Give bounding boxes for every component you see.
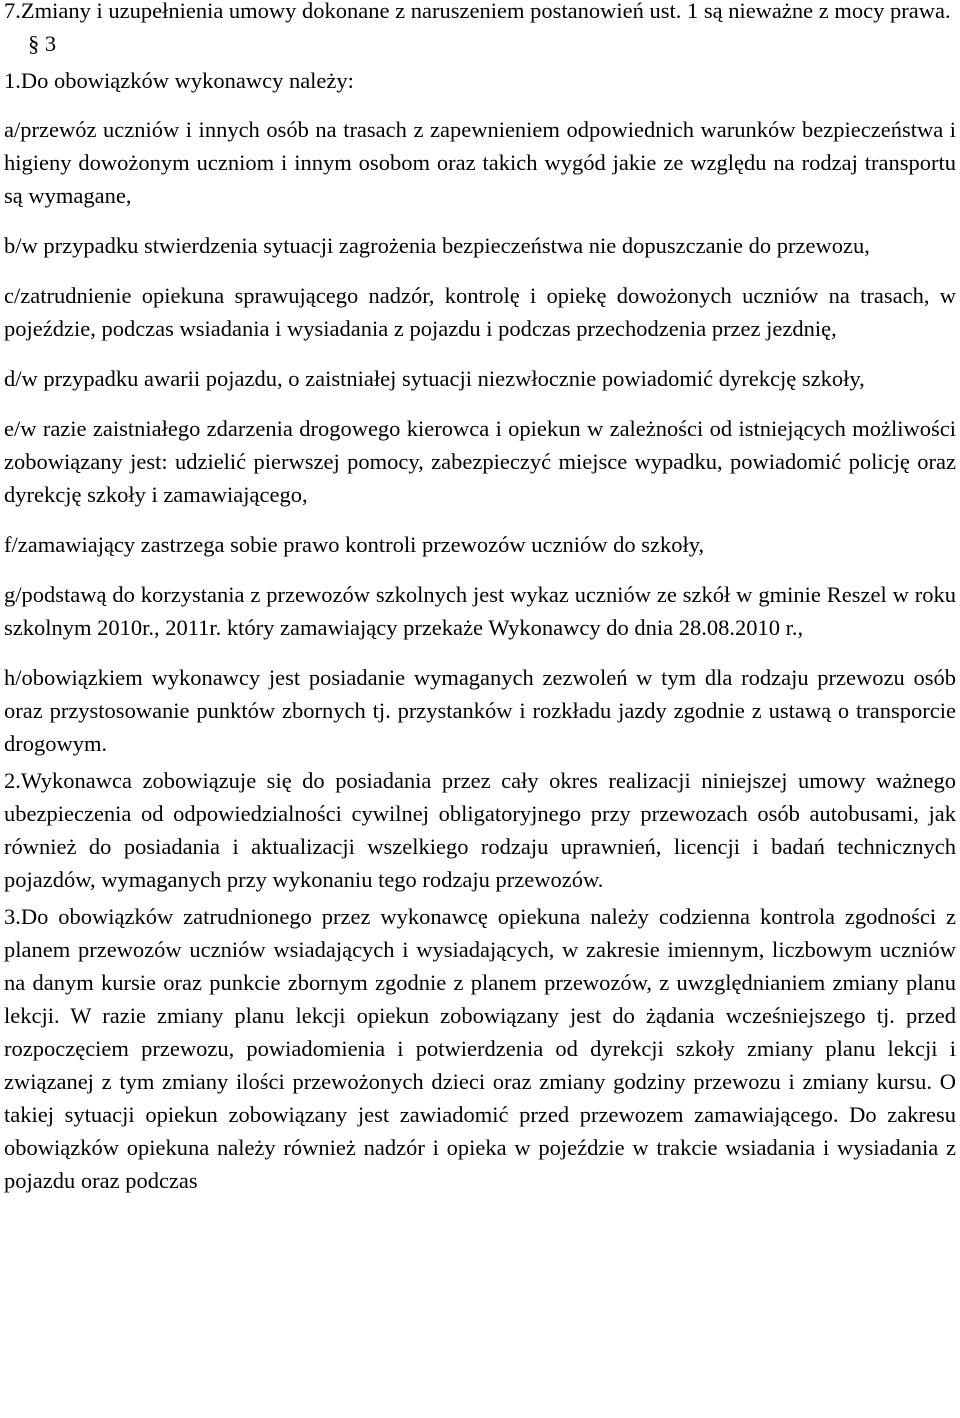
list-item-b: b/w przypadku stwierdzenia sytuacji zagrożenia bezpieczeństwa nie dopuszczanie do przewozu, [4, 233, 870, 258]
list-item-e: e/w razie zaistniałego zdarzenia drogowego kierowca i opiekun w zależności od istniejących możliwości zobowiązany jest: udzielić pierwszej pomocy, zabezpieczyć miejsce wypadku, powiadomić policję oraz dyrekcję szkoły i zamawiającego, [4, 416, 956, 507]
section-heading: § 3 [28, 31, 57, 56]
list-item-d: d/w przypadku awarii pojazdu, o zaistniałej sytuacji niezwłocznie powiadomić dyrekcję szkoły, [4, 366, 865, 391]
list-item-g: g/podstawą do korzystania z przewozów szkolnych jest wykaz uczniów ze szkół w gminie Reszel w roku szkolnym 2010r., 2011r. który zamawiający przekaże Wykonawcy do dnia 28.08.2010 r., [4, 582, 956, 640]
list-item-a: a/przewóz uczniów i innych osób na trasach z zapewnieniem odpowiednich warunków bezpieczeństwa i higieny dowożonym uczniom i innym osobom oraz takich wygód jakie ze względu na rodzaj transportu są wymagane, [4, 117, 956, 208]
paragraph-3: 3.Do obowiązków zatrudnionego przez wykonawcę opiekuna należy codzienna kontrola zgodności z planem przewozów uczniów wsiadających i wysiadających, w zakresie imiennym, liczbowym uczniów na danym kursie oraz punkcie zbornym zgodnie z planem przewozów, z uwzględnianiem zmiany planu lekcji. W razie zmiany planu lekcji opiekun zobowiązany jest do żądania wcześniejszego tj. przed rozpoczęciem przewozu, powiadomienia i potwierdzenia od dyrekcji szkoły zmiany planu lekcji i związanej z tym zmiany ilości przewożonych dzieci oraz zmiany godziny przewozu i zmiany kursu. O takiej sytuacji opiekun zobowiązany jest zawiadomić przed przewozem zamawiającego. Do zakresu obowiązków opiekuna należy również nadzór i opieka w pojeździe w trakcie wsiadania i wysiadania z pojazdu oraz podczas [4, 904, 956, 1193]
paragraph-2: 2.Wykonawca zobowiązuje się do posiadania przez cały okres realizacji niniejszej umowy ważnego ubezpieczenia od odpowiedzialności cywilnej obligatoryjnego przy przewozach osób autobusami, jak również do posiadania i aktualizacji wszelkiego rodzaju uprawnień, licencji i badań technicznych pojazdów, wymaganych przy wykonaniu tego rodzaju przewozów. [4, 768, 956, 892]
paragraph-7: 7.Zmiany i uzupełnienia umowy dokonane z naruszeniem postanowień ust. 1 są nieważne z mocy prawa. [4, 0, 951, 23]
list-item-c: c/zatrudnienie opiekuna sprawującego nadzór, kontrolę i opiekę dowożonych uczniów na trasach, w pojeździe, podczas wsiadania i wysiadania z pojazdu i podczas przechodzenia przez jezdnię, [4, 283, 956, 341]
list-item-f: f/zamawiający zastrzega sobie prawo kontroli przewozów uczniów do szkoły, [4, 532, 705, 557]
list-item-h: h/obowiązkiem wykonawcy jest posiadanie wymaganych zezwoleń w tym dla rodzaju przewozu osób oraz przystosowanie punktów zbornych tj. przystanków i rozkładu jazdy zgodnie z ustawą o transporcie drogowym. [4, 665, 956, 756]
paragraph-1-intro: 1.Do obowiązków wykonawcy należy: [4, 68, 354, 93]
